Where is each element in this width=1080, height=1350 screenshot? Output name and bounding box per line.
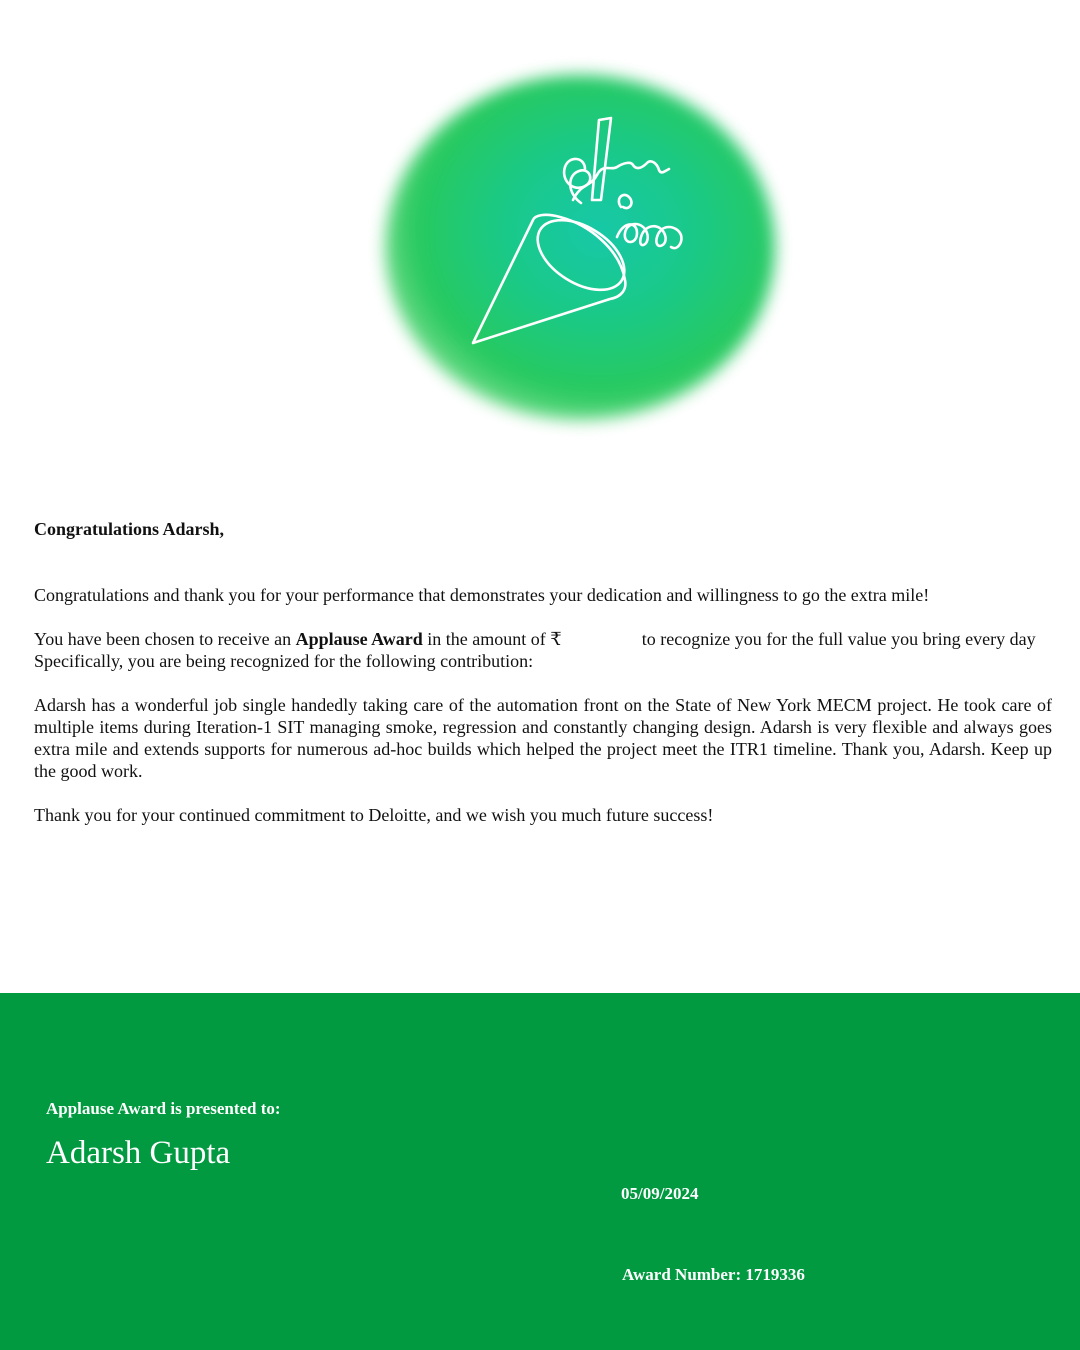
contribution-paragraph: Adarsh has a wonderful job single handedly taking care of the automation front on the State of New York MECM project. He took care of multiple items during Iteration-1 SIT managing smoke, regression and constantly changing design. Adarsh is very flexible and always goes extra mile and extends supports for numerous ad-hoc builds which helped the project meet the ITR1 timeline. Thank you, Adarsh. Keep up the good work. xyxy=(34,695,1052,781)
award-name: Applause Award xyxy=(295,629,423,649)
intro-paragraph: Congratulations and thank you for your performance that demonstrates your dedication and willingness to go the extra mile! xyxy=(34,585,930,605)
award-number: Award Number: 1719336 xyxy=(622,1265,805,1284)
award-date: 05/09/2024 xyxy=(621,1184,699,1203)
award-suffix: to recognize you for the full value you bring every day xyxy=(641,629,1036,649)
party-popper-icon xyxy=(385,75,775,420)
closing-paragraph: Thank you for your continued commitment to Deloitte, and we wish you much future success! xyxy=(34,805,714,825)
award-amount-text: in the amount of ₹ xyxy=(427,629,562,649)
hero-graphic xyxy=(0,0,1080,470)
letter-body xyxy=(34,510,1080,848)
award-prefix: You have been chosen to receive an xyxy=(34,629,292,649)
greeting: Congratulations Adarsh, xyxy=(34,519,225,539)
specifically-line: Specifically, you are being recognized for the following contribution: xyxy=(34,651,534,671)
presented-label: Applause Award is presented to: xyxy=(46,1099,281,1118)
recipient-name: Adarsh Gupta xyxy=(46,1135,231,1171)
award-paragraph xyxy=(34,628,1080,672)
award-footer-band xyxy=(0,993,1080,1350)
